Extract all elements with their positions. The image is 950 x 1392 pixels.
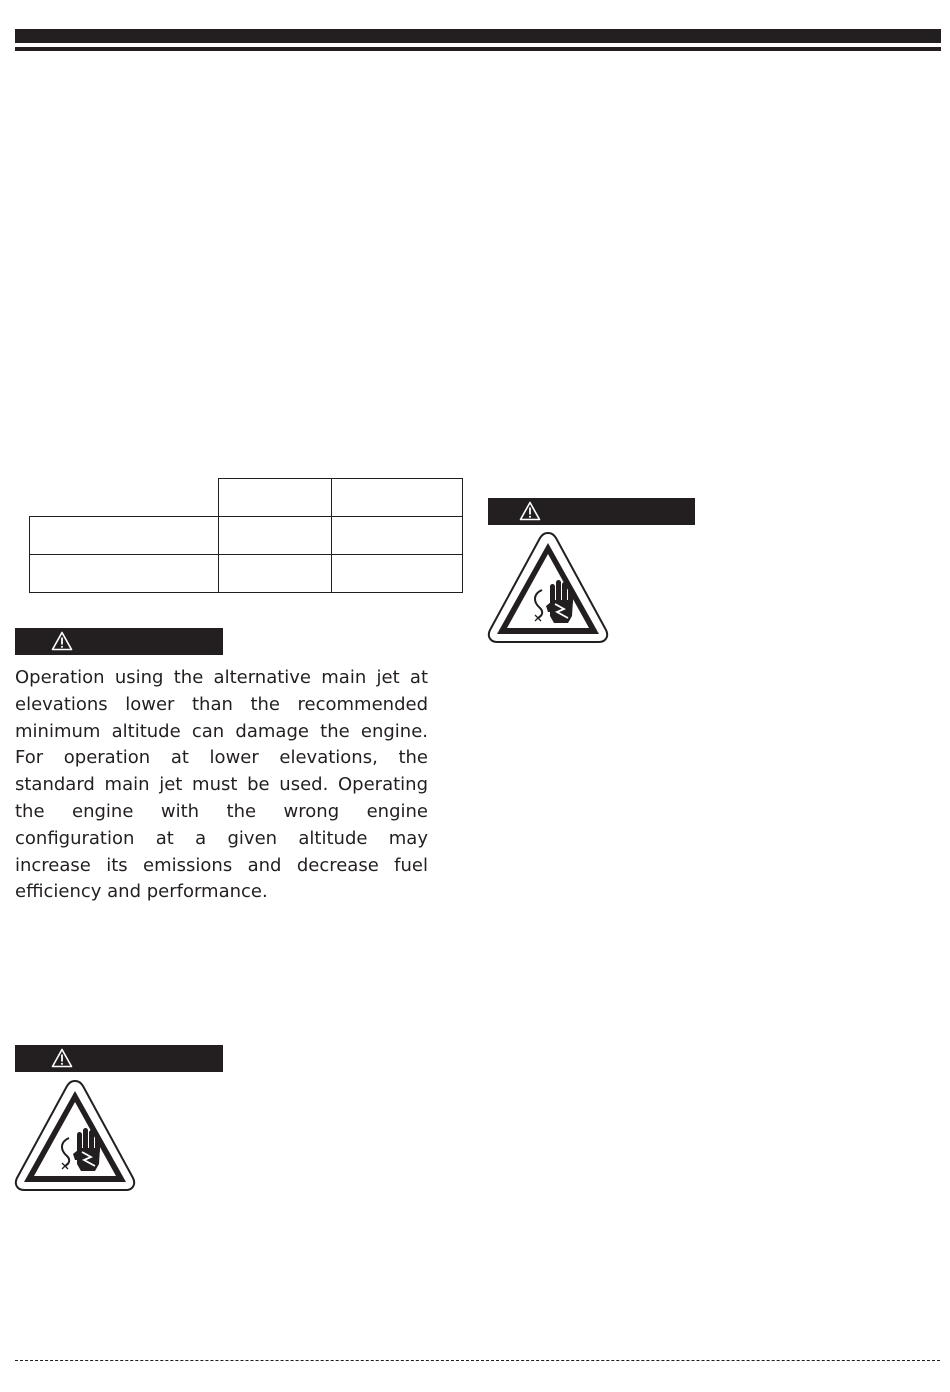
electric-shock-hazard-icon (486, 530, 610, 646)
header-rule-thin (15, 47, 941, 51)
footer-dashed-rule (15, 1360, 940, 1361)
warning-triangle-icon (51, 1048, 73, 1068)
table-header-row (30, 479, 463, 517)
notice-banner (15, 628, 223, 655)
warning-triangle-icon (51, 631, 73, 651)
table-cell (332, 555, 463, 593)
table-cell (30, 555, 219, 593)
warning-triangle-icon (519, 501, 541, 521)
table-row (30, 517, 463, 555)
table-header-cell (219, 479, 332, 517)
warning-banner (488, 498, 695, 525)
header-rule-thick (15, 29, 941, 43)
table-row (30, 555, 463, 593)
warning-banner (15, 1045, 223, 1072)
main-jet-warning-text: Operation using the alternative main jet at elevations lower than the recommended minimum altitude can damage the engine. For operation at lower elevations, the standard main jet must be used. Operating the engine with the wrong engine configuration at a given altitude may increase its emissions and decrease fuel efficiency and performance. (15, 667, 428, 903)
table-cell (332, 517, 463, 555)
table-cell (219, 517, 332, 555)
table-cell (219, 555, 332, 593)
altitude-jet-table (29, 478, 463, 593)
electric-shock-hazard-icon (13, 1078, 137, 1194)
table-corner-cell (30, 479, 219, 517)
table-cell (30, 517, 219, 555)
table-header-cell (332, 479, 463, 517)
